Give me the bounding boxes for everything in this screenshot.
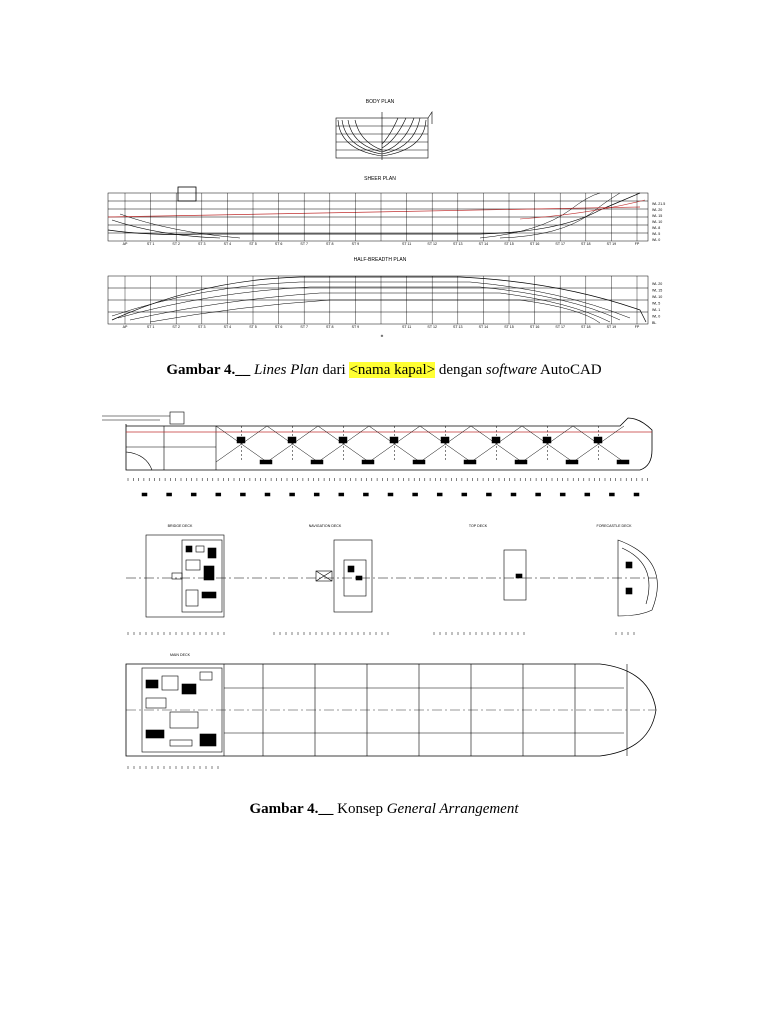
tank-base — [413, 460, 425, 464]
sheer-station-label: ST 12 — [427, 242, 437, 246]
tank-marker — [339, 437, 347, 443]
main-deck-label: MAIN DECK — [170, 653, 190, 657]
half-station-label: ST 6 — [274, 325, 283, 329]
caption1-dari: dari — [322, 362, 346, 378]
frame-mark — [388, 493, 393, 496]
half-station-label: ST 17 — [555, 325, 565, 329]
ga-profile-scale — [128, 478, 647, 496]
sheer-station-label: ST 4 — [223, 242, 232, 246]
sheer-station-label: ST 13 — [453, 242, 463, 246]
frame-mark — [339, 493, 344, 496]
tank-base — [362, 460, 374, 464]
caption2-konsep: Konsep — [337, 801, 383, 817]
deck-scales — [128, 632, 634, 635]
caption2-prefix: Gambar 4.__ — [249, 801, 334, 817]
half-station-label: ST 13 — [453, 325, 463, 329]
sheer-waterline-label: WL 21.5 — [652, 202, 666, 206]
svg-text:⊕: ⊕ — [380, 334, 384, 338]
sheer-station-label: FP — [634, 242, 640, 246]
tank-marker — [390, 437, 398, 443]
sheer-station-label: ST 9 — [351, 242, 360, 246]
sheer-station-label: ST 17 — [555, 242, 565, 246]
half-waterline-label: WL 10 — [652, 295, 663, 299]
half-waterline-label: WL 5 — [652, 301, 661, 306]
frame-mark — [240, 493, 245, 496]
half-station-label: AP — [122, 325, 128, 329]
frame-mark — [560, 493, 565, 496]
caption-lines-plan — [0, 362, 768, 379]
body-plan-title: BODY PLAN — [365, 99, 395, 105]
half-station-label: ST 15 — [504, 325, 514, 329]
caption1-app: AutoCAD — [539, 362, 602, 378]
tank-base — [566, 460, 578, 464]
half-station-label: ST 12 — [427, 325, 437, 329]
tank-marker — [441, 437, 449, 443]
sheer-station-label: ST 3 — [198, 242, 206, 246]
half-breadth-title: HALF-BREADTH PLAN — [353, 257, 407, 263]
frame-mark — [511, 493, 516, 496]
frame-mark — [167, 493, 172, 496]
frame-mark — [437, 493, 442, 496]
sheer-waterline-label: WL 0 — [652, 238, 661, 242]
half-station-label: ST 7 — [300, 325, 308, 329]
body-plan-drawing — [336, 112, 432, 160]
sheer-station-label: ST 5 — [249, 242, 257, 246]
sheer-station-label: ST 1 — [146, 242, 155, 246]
tank-base — [464, 460, 476, 464]
frame-mark — [314, 493, 319, 496]
sheer-waterline-label: WL 5 — [652, 232, 661, 236]
sheer-station-label: ST 15 — [504, 242, 514, 246]
frame-mark — [290, 493, 295, 496]
half-station-label: ST 11 — [401, 325, 412, 329]
half-breadth-drawing — [108, 276, 648, 324]
half-station-label: ST 5 — [249, 325, 257, 329]
half-station-label: ST 1 — [146, 325, 155, 329]
half-waterline-label: WL 15 — [652, 288, 663, 293]
tank-marker — [288, 437, 296, 443]
top-deck-label: TOP DECK — [468, 524, 488, 528]
half-waterline-label: WL 0 — [652, 314, 661, 319]
tank-marker — [543, 437, 551, 443]
frame-mark — [585, 493, 590, 496]
sheer-station-label: ST 7 — [300, 242, 308, 246]
main-deck-plan — [126, 664, 656, 756]
main-deck-scale — [128, 766, 218, 769]
sheer-waterline-label: WL 15 — [652, 214, 663, 218]
frame-mark — [413, 493, 418, 496]
bridge-deck-plan — [146, 535, 224, 617]
half-station-label: ST 14 — [478, 325, 489, 329]
caption-general-arrangement — [0, 801, 768, 818]
sheer-station-label: ST 2 — [172, 242, 180, 246]
half-station-label: ST 2 — [172, 325, 180, 329]
sheer-waterline-label: WL 8 — [652, 226, 661, 230]
sheer-station-label: ST 19 — [606, 242, 617, 246]
sheer-station-grid — [125, 193, 637, 241]
tank-base — [260, 460, 272, 464]
sheer-station-label: ST 8 — [326, 242, 334, 246]
sheer-waterline-label: WL 20 — [652, 208, 663, 212]
tank-marker — [237, 437, 245, 443]
forecastle-deck-label: FORECASTLE DECK — [596, 524, 632, 528]
bridge-deck-label: BRIDGE DECK — [167, 524, 193, 528]
sheer-waterline-label: WL 10 — [652, 220, 663, 224]
half-station-grid — [125, 276, 637, 324]
half-waterline-label: WL 20 — [652, 282, 663, 286]
frame-mark — [634, 493, 639, 496]
frame-mark — [609, 493, 614, 496]
navigation-deck-label: NAVIGATION DECK — [308, 524, 342, 528]
frame-mark — [142, 493, 147, 496]
half-waterline-label: WL 1 — [652, 308, 661, 312]
half-station-label: ST 3 — [198, 325, 206, 329]
sheer-station-label: ST 14 — [478, 242, 489, 246]
frame-mark — [486, 493, 491, 496]
tank-base — [311, 460, 323, 464]
caption1-prefix: Gambar 4.__ — [166, 362, 251, 378]
frame-mark — [462, 493, 467, 496]
frame-mark — [536, 493, 541, 496]
frame-mark — [265, 493, 270, 496]
tank-marker — [594, 437, 602, 443]
half-station-label: ST 9 — [351, 325, 360, 329]
top-deck-plan — [504, 550, 526, 600]
half-station-label: ST 16 — [529, 325, 540, 329]
caption2-title: General Arrangement — [386, 801, 519, 817]
half-station-label: ST 18 — [581, 325, 591, 329]
sheer-plan-drawing — [108, 187, 648, 241]
caption1-dengan: dengan — [438, 362, 483, 378]
frame-mark — [216, 493, 221, 496]
caption1-term: Lines Plan — [254, 362, 319, 378]
sheer-plan-title: SHEER PLAN — [364, 176, 396, 182]
sheer-station-label: ST 18 — [581, 242, 591, 246]
half-waterline-label: BL — [652, 321, 657, 325]
sheer-station-label: ST 16 — [529, 242, 540, 246]
half-station-label: ST 4 — [223, 325, 232, 329]
caption1-placeholder: <nama kapal> — [349, 362, 436, 378]
frame-mark — [191, 493, 196, 496]
caption1-software: software — [485, 362, 538, 378]
tank-marker — [492, 437, 500, 443]
tank-base — [617, 460, 629, 464]
sheer-station-label: ST 6 — [274, 242, 283, 246]
sheer-station-label: AP — [122, 242, 128, 246]
tank-base — [515, 460, 527, 464]
frame-mark — [363, 493, 368, 496]
sheer-station-label: ST 11 — [401, 242, 412, 246]
half-station-label: ST 8 — [326, 325, 334, 329]
half-station-label: FP — [634, 325, 640, 329]
navigation-deck-plan — [316, 540, 372, 612]
half-station-label: ST 19 — [606, 325, 617, 329]
